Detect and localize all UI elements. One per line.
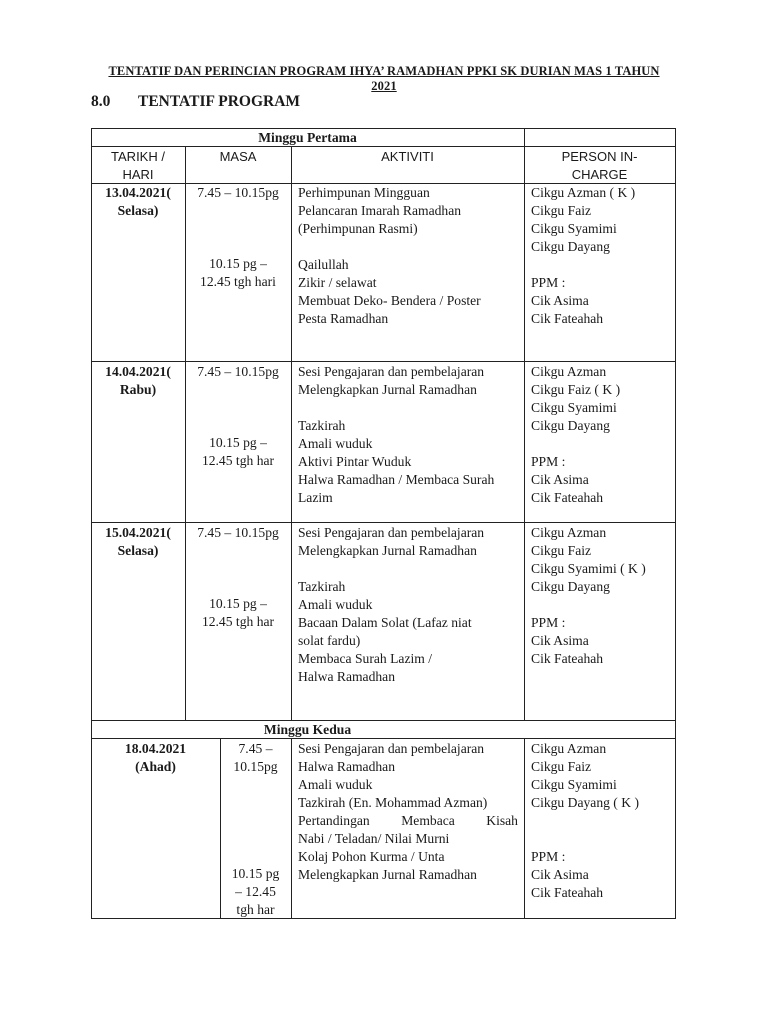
- row2-date: 14.04.2021( Rabu): [105, 364, 171, 397]
- list-item: Aktivi Pintar Wuduk: [298, 454, 412, 469]
- row3-time-slot2: 10.15 pg – 12.45 tgh har: [201, 596, 275, 629]
- list-item: Cikgu Faiz ( K ): [531, 382, 621, 397]
- list-item: Pelancaran Imarah Ramadhan: [298, 203, 462, 218]
- list-item: Zikir / selawat: [298, 275, 377, 290]
- list-item: Lazim: [298, 490, 333, 505]
- list-item: PPM :: [531, 849, 566, 864]
- list-item: Amali wuduk: [298, 436, 373, 451]
- row2-activities: [298, 363, 494, 507]
- list-item: Cikgu Syamimi ( K ): [531, 561, 646, 576]
- row1-date: 13.04.2021( Selasa): [105, 185, 171, 218]
- list-item: Cik Asima: [531, 293, 589, 308]
- list-item: Melengkapkan Jurnal Ramadhan: [298, 543, 477, 558]
- list-item: (Perhimpunan Rasmi): [298, 221, 418, 236]
- header-person-in-charge: PERSON IN- CHARGE: [561, 149, 638, 182]
- list-item: Tazkirah (En. Mohammad Azman): [298, 795, 488, 810]
- list-item: Cikgu Dayang: [531, 418, 610, 433]
- list-item: PPM :: [531, 275, 566, 290]
- document-title: TENTATIF DAN PERINCIAN PROGRAM IHYA’ RAMADHAN PPKI SK DURIAN MAS 1 TAHUN 2021: [108, 64, 660, 93]
- list-item: Sesi Pengajaran dan pembelajaran: [298, 741, 485, 756]
- list-item: Membuat Deko- Bendera / Poster: [298, 293, 481, 308]
- list-item: Cikgu Faiz: [531, 203, 592, 218]
- row2-time-slot1: 7.45 – 10.15pg: [197, 364, 279, 379]
- header-aktiviti: AKTIVITI: [381, 149, 434, 164]
- list-item: Cikgu Syamimi: [531, 777, 617, 792]
- table-rule-row1: [91, 361, 676, 362]
- list-item: Cik Fateahah: [531, 651, 604, 666]
- list-item: Qailullah: [298, 257, 349, 272]
- section-title: TENTATIF PROGRAM: [138, 93, 301, 110]
- list-item: Sesi Pengajaran dan pembelajaran: [298, 364, 485, 379]
- row1-time-slot2: 10.15 pg – 12.45 tgh hari: [200, 256, 276, 289]
- list-item: Cik Fateahah: [531, 311, 604, 326]
- list-item: Cikgu Azman: [531, 525, 607, 540]
- list-item: Cik Fateahah: [531, 490, 604, 505]
- list-item: Sesi Pengajaran dan pembelajaran: [298, 525, 485, 540]
- row4-time-slot1: 7.45 – 10.15pg: [233, 741, 278, 774]
- list-item: Cikgu Syamimi: [531, 221, 617, 236]
- table-col-divider-aktiviti: [291, 146, 292, 720]
- list-item: Cik Asima: [531, 472, 589, 487]
- list-item: Tazkirah: [298, 579, 346, 594]
- table-border-bottom: [91, 918, 676, 919]
- row3-time-slot1: 7.45 – 10.15pg: [197, 525, 279, 540]
- row3-persons: [531, 524, 646, 668]
- table-border-right: [675, 128, 676, 919]
- list-item: Melengkapkan Jurnal Ramadhan: [298, 382, 477, 397]
- row3-activities: [298, 524, 484, 686]
- row1-activities: [298, 184, 481, 328]
- row2-persons: [531, 363, 620, 507]
- list-item: Cikgu Azman: [531, 364, 607, 379]
- list-item: Nabi / Teladan/ Nilai Murni: [298, 831, 450, 846]
- program-schedule-table: [91, 128, 676, 919]
- row4-activities: [298, 740, 518, 884]
- list-item: PPM :: [531, 454, 566, 469]
- list-item: PPM :: [531, 615, 566, 630]
- section-heading: [91, 93, 300, 111]
- list-item: Cikgu Faiz: [531, 759, 592, 774]
- row1-time-slot1: 7.45 – 10.15pg: [197, 185, 279, 200]
- row3-date: 15.04.2021( Selasa): [105, 525, 171, 558]
- row1-persons: [531, 184, 635, 328]
- table-col-divider-pic-week2: [524, 738, 525, 918]
- section-number: 8.0: [91, 93, 111, 110]
- list-item: Perhimpunan Mingguan: [298, 185, 430, 200]
- list-item: Halwa Ramadhan: [298, 669, 396, 684]
- list-item: Pesta Ramadhan: [298, 311, 389, 326]
- list-item: solat fardu): [298, 633, 361, 648]
- week2-label: Minggu Kedua: [263, 722, 352, 737]
- row2-time-slot2: 10.15 pg – 12.45 tgh har: [201, 435, 275, 468]
- list-item: Cikgu Dayang: [531, 579, 610, 594]
- list-item: Kolaj Pohon Kurma / Unta: [298, 849, 445, 864]
- header-tarikh: TARIKH / HARI: [111, 149, 165, 182]
- table-col-divider-pic-week1: [524, 128, 525, 720]
- list-item: Tazkirah: [298, 418, 346, 433]
- table-rule-row2: [91, 522, 676, 523]
- list-item: Cikgu Faiz: [531, 543, 592, 558]
- list-item: Membaca Surah Lazim /: [298, 651, 432, 666]
- list-item: Cik Fateahah: [531, 885, 604, 900]
- list-item: Cikgu Syamimi: [531, 400, 617, 415]
- table-col-divider-masa: [185, 146, 186, 720]
- list-item: Halwa Ramadhan: [298, 759, 396, 774]
- list-item: Cikgu Dayang: [531, 239, 610, 254]
- list-item: Cikgu Azman ( K ): [531, 185, 636, 200]
- row4-date: 18.04.2021 (Ahad): [124, 741, 187, 774]
- list-item: Cik Asima: [531, 633, 589, 648]
- list-item: Halwa Ramadhan / Membaca Surah: [298, 472, 495, 487]
- list-item: Cikgu Dayang ( K ): [531, 795, 639, 810]
- list-item: Cikgu Azman: [531, 741, 607, 756]
- header-masa: MASA: [219, 149, 257, 164]
- list-item: Amali wuduk: [298, 597, 373, 612]
- week1-label: Minggu Pertama: [258, 130, 357, 145]
- list-item: Amali wuduk: [298, 777, 373, 792]
- list-item: Cik Asima: [531, 867, 589, 882]
- row4-persons: [531, 740, 639, 902]
- row4-time-slot2: 10.15 pg – 12.45 tgh har: [231, 866, 280, 917]
- list-item: Bacaan Dalam Solat (Lafaz niat: [298, 615, 472, 630]
- table-col-divider-aktiviti-week2: [291, 738, 292, 918]
- list-item: Pertandingan Membaca Kisah: [298, 813, 518, 828]
- list-item: Melengkapkan Jurnal Ramadhan: [298, 867, 477, 882]
